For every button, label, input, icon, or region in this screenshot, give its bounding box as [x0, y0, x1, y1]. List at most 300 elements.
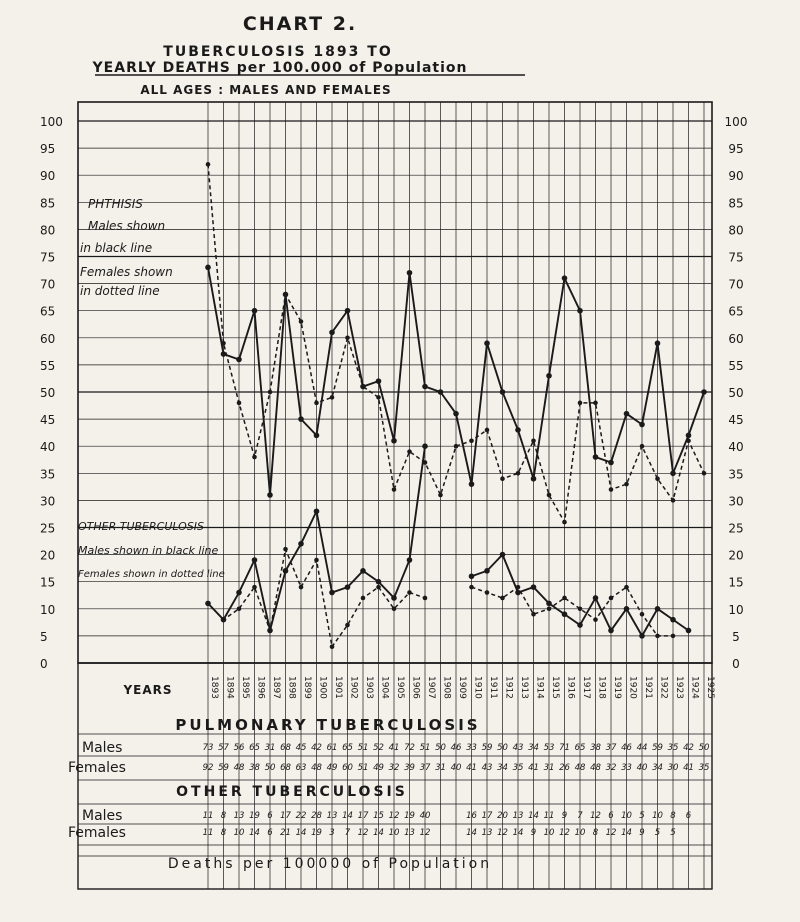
y-tick-left: 60: [40, 331, 56, 346]
y-tick-left: 0: [40, 657, 48, 671]
table-cell: 34: [652, 763, 663, 773]
y-tick-left: 40: [40, 440, 56, 455]
x-tick-year: 1903: [364, 676, 374, 699]
x-tick-year: 1895: [240, 676, 250, 699]
table-cell: 3: [329, 828, 335, 838]
table-cell: 34: [497, 763, 508, 773]
y-tick-right: 55: [728, 358, 744, 373]
annotations: [78, 197, 225, 580]
data-point: [205, 265, 211, 271]
chart-number: CHART 2.: [242, 13, 358, 35]
other-title: OTHER TUBERCULOSIS: [176, 784, 408, 800]
table-cell: 32: [605, 763, 617, 773]
table-cell: 52: [373, 743, 384, 753]
x-tick-year: 1919: [612, 676, 622, 699]
data-point: [422, 384, 428, 390]
table-cell: 14: [249, 828, 260, 838]
y-tick-left: 15: [40, 575, 56, 590]
table-cell: 50: [497, 743, 508, 753]
table-cell: 42: [683, 743, 694, 753]
data-point: [516, 585, 521, 590]
y-tick-left: 35: [40, 467, 56, 482]
y-tick-right: 50: [728, 386, 744, 400]
data-point: [268, 390, 273, 395]
table-cell: 34: [528, 743, 539, 753]
data-point: [485, 590, 490, 595]
table-cell: 39: [404, 763, 415, 773]
data-point: [609, 487, 614, 492]
table-cell: 5: [654, 828, 661, 838]
table-cell: 33: [621, 763, 632, 773]
table-cell: 10: [233, 828, 245, 838]
data-point: [624, 585, 629, 590]
table-cell: 8: [592, 828, 599, 838]
data-point: [299, 319, 304, 324]
table-cell: 50: [264, 763, 276, 773]
data-point: [221, 617, 226, 622]
table-cell: 65: [342, 743, 353, 753]
data-point: [345, 623, 350, 628]
table-cell: 13: [512, 811, 524, 821]
data-point: [578, 401, 583, 406]
data-point: [639, 422, 645, 428]
table-cell: 43: [512, 743, 524, 753]
y-tick-right: 95: [728, 142, 744, 157]
data-point: [329, 590, 335, 596]
data-point: [547, 607, 552, 612]
table-cell: 41: [528, 763, 539, 773]
data-point: [330, 644, 335, 649]
table-cell: 14: [621, 828, 632, 838]
x-tick-year: 1917: [581, 676, 591, 699]
table-cell: 8: [220, 828, 227, 838]
table-cell: 57: [218, 743, 229, 753]
table-cell: 51: [419, 743, 431, 753]
table-cell: 9: [639, 828, 645, 838]
table-cell: 6: [608, 811, 614, 821]
y-tick-left: 95: [40, 142, 56, 157]
data-point: [391, 438, 397, 444]
other-males-label: Males shown in black line: [78, 544, 219, 557]
table-cell: 21: [280, 828, 291, 838]
data-point: [577, 622, 583, 628]
table-cell: 68: [280, 763, 291, 773]
table-cell: 65: [574, 743, 586, 753]
table-cell: 37: [419, 763, 431, 773]
other-females-label: Females shown in dotted line: [78, 569, 225, 580]
table-cell: 59: [481, 743, 493, 753]
data-point: [345, 336, 350, 341]
data-point: [329, 330, 335, 336]
data-point: [407, 557, 413, 563]
table-cell: 48: [590, 763, 601, 773]
footer-label: Deaths per 100000 of Population: [167, 856, 493, 872]
data-point: [500, 389, 506, 395]
x-tick-year: 1897: [271, 676, 281, 699]
table-cell: 8: [220, 811, 227, 821]
x-tick-year: 1913: [519, 676, 529, 699]
data-point: [624, 482, 629, 487]
y-tick-left: 10: [40, 602, 56, 617]
y-tick-right: 20: [728, 548, 744, 563]
table-cell: 41: [466, 763, 477, 773]
table-cell: 31: [543, 763, 555, 773]
data-point: [577, 308, 583, 314]
table-cell: 10: [543, 828, 555, 838]
table-cell: 51: [357, 763, 369, 773]
table-cell: 35: [667, 743, 679, 753]
data-point: [578, 607, 583, 612]
y-tick-right: 25: [728, 521, 744, 536]
data-point: [562, 611, 568, 617]
table-cell: 13: [233, 811, 245, 821]
data-point: [670, 471, 676, 477]
phthisis-label: PHTHISIS: [88, 197, 143, 211]
table-cell: 31: [264, 743, 276, 753]
table-cell: 13: [326, 811, 338, 821]
table-cell: 49: [326, 763, 338, 773]
y-tick-left: 45: [40, 413, 56, 428]
x-tick-year: 1924: [689, 676, 700, 699]
data-point: [531, 476, 537, 482]
data-point: [547, 493, 552, 498]
table-cell: 10: [388, 828, 400, 838]
table-cell: 44: [636, 743, 648, 753]
data-point: [376, 395, 381, 400]
table-cell: 15: [373, 811, 384, 821]
chart-title: YEARLY DEATHS per 100.000 of Population: [92, 60, 468, 76]
table-cell: 6: [685, 811, 692, 821]
y-tick-right: 80: [728, 223, 744, 238]
data-point: [531, 438, 536, 443]
table-cell: 10: [574, 828, 586, 838]
table-cell: 68: [280, 743, 291, 753]
table-cell: 14: [466, 828, 477, 838]
data-point: [546, 601, 552, 607]
x-tick-year: 1907: [426, 676, 436, 699]
data-point: [407, 590, 412, 595]
table-cell: 11: [543, 811, 555, 821]
data-point: [314, 401, 319, 406]
x-tick-year: 1901: [333, 676, 343, 699]
data-point: [702, 471, 707, 476]
table-cell: 14: [512, 828, 524, 838]
table-cell: 12: [497, 828, 508, 838]
x-tick-year: 1893: [209, 676, 219, 699]
data-point: [640, 444, 645, 449]
table-cell: 45: [295, 743, 307, 753]
data-point: [298, 541, 304, 547]
data-point: [361, 384, 366, 389]
data-point: [423, 596, 428, 601]
y-tick-left: 65: [40, 304, 56, 319]
x-tick-year: 1925: [705, 676, 715, 699]
table-cell: 49: [373, 763, 384, 773]
data-point: [469, 481, 475, 487]
table-cell: 17: [280, 811, 291, 821]
data-point: [252, 557, 258, 563]
x-tick-year: 1921: [643, 676, 653, 699]
x-tick-year: 1912: [503, 676, 514, 699]
x-tick-year: 1909: [457, 676, 467, 699]
table-cell: 32: [388, 763, 400, 773]
data-point: [206, 162, 211, 167]
data-point: [376, 378, 382, 384]
data-point: [345, 308, 351, 314]
data-point: [252, 308, 258, 314]
table-cell: 37: [605, 743, 617, 753]
y-tick-right: 30: [728, 494, 744, 509]
data-point: [391, 595, 397, 601]
x-tick-year: 1915: [550, 676, 560, 699]
table-cell: 5: [639, 811, 645, 821]
y-tick-left: 30: [40, 494, 56, 509]
x-tick-year: 1899: [302, 676, 312, 699]
data-point: [438, 389, 444, 395]
data-point: [546, 373, 552, 379]
table-cell: 5: [670, 828, 676, 838]
y-tick-right: 60: [728, 331, 744, 346]
table-cell: 72: [404, 743, 415, 753]
y-tick-right: 90: [728, 169, 744, 184]
y-tick-right: 70: [728, 277, 744, 292]
table-cell: 41: [683, 763, 694, 773]
data-point: [469, 573, 475, 579]
x-tick-year: 1914: [534, 676, 545, 699]
x-tick-year: 1908: [441, 676, 452, 699]
y-tick-right: 45: [728, 413, 744, 428]
table-cell: 6: [267, 811, 273, 821]
table-cell: 48: [233, 763, 245, 773]
data-point: [515, 590, 521, 596]
table-cell: 11: [202, 811, 214, 821]
year-labels: [209, 676, 715, 699]
table-cell: 12: [605, 828, 617, 838]
data-point: [392, 607, 397, 612]
data-point: [361, 596, 366, 601]
pulmonary-males-label: Males: [82, 740, 123, 756]
table-cell: 14: [373, 828, 384, 838]
data-point: [609, 596, 614, 601]
data-point: [593, 401, 598, 406]
table-cell: 16: [466, 811, 477, 821]
data-point: [221, 351, 227, 357]
y-tick-right: 35: [728, 467, 744, 482]
table-cell: 17: [481, 811, 493, 821]
table-cell: 28: [311, 811, 322, 821]
y-tick-right: 0: [732, 657, 740, 671]
table-cell: 7: [344, 828, 351, 838]
data-point: [345, 584, 351, 590]
y-tick-right: 40: [728, 440, 744, 455]
table-cell: 35: [698, 763, 710, 773]
x-tick-year: 1906: [410, 676, 421, 699]
data-point: [314, 558, 319, 563]
table-cell: 31: [435, 763, 446, 773]
table-cell: 46: [450, 743, 462, 753]
data-point: [267, 492, 273, 498]
y-tick-left: 80: [40, 223, 56, 238]
data-point: [438, 493, 443, 498]
x-tick-year: 1894: [224, 676, 235, 699]
data-point: [236, 357, 242, 363]
y-tick-right: 100: [724, 115, 748, 129]
data-point: [608, 460, 614, 466]
data-point: [655, 634, 660, 639]
data-point: [485, 428, 490, 433]
table-cell: 71: [559, 743, 570, 753]
data-point: [237, 607, 242, 612]
table-cell: 61: [326, 743, 338, 753]
data-point: [407, 270, 413, 276]
data-point: [608, 628, 614, 634]
data-point: [655, 476, 660, 481]
table-cell: 9: [561, 811, 568, 821]
data-point: [330, 395, 335, 400]
data-point: [624, 606, 630, 612]
table-cell: 56: [233, 743, 245, 753]
data-point: [531, 584, 537, 590]
table-cell: 42: [311, 743, 322, 753]
table-cell: 33: [466, 743, 477, 753]
years-label: YEARS: [123, 683, 173, 697]
table-cell: 8: [670, 811, 676, 821]
table-cell: 13: [481, 828, 493, 838]
y-tick-right: 75: [728, 250, 744, 265]
series-line-other-tuberculosis-females: [472, 587, 674, 636]
x-tick-year: 1902: [348, 676, 359, 699]
data-point: [283, 547, 288, 552]
x-tick-year: 1898: [286, 676, 297, 699]
table-cell: 17: [357, 811, 369, 821]
table-cell: 53: [543, 743, 555, 753]
table-cell: 10: [621, 811, 632, 821]
data-point: [392, 487, 397, 492]
x-tick-year: 1923: [674, 676, 684, 699]
table-cell: 19: [311, 828, 322, 838]
table-cell: 14: [295, 828, 307, 838]
data-point: [686, 433, 692, 439]
x-tick-year: 1905: [395, 676, 405, 699]
data-point: [500, 552, 506, 558]
other-label: OTHER TUBERCULOSIS: [78, 520, 205, 533]
data-point: [562, 596, 567, 601]
y-tick-left: 90: [40, 169, 56, 184]
table-cell: 12: [590, 811, 601, 821]
data-point: [640, 612, 645, 617]
y-tick-left: 75: [40, 250, 56, 265]
other-females-label: Females: [68, 825, 126, 841]
table-cell: 11: [202, 828, 214, 838]
table-cell: 12: [357, 828, 369, 838]
table-cell: 13: [404, 828, 415, 838]
table-cell: 14: [342, 811, 353, 821]
data-point: [562, 275, 568, 281]
data-point: [252, 585, 257, 590]
data-point: [593, 454, 599, 460]
data-point: [655, 340, 661, 346]
other-males-label: Males: [82, 808, 123, 824]
x-tick-year: 1920: [627, 676, 638, 699]
x-tick-year: 1911: [488, 676, 498, 699]
phthisis-females-label-2: in dotted line: [80, 284, 160, 298]
y-tick-right: 10: [728, 602, 744, 617]
data-point: [671, 634, 676, 639]
data-point: [624, 411, 630, 417]
data-point: [484, 340, 490, 346]
data-point: [360, 568, 366, 574]
table-cell: 22: [295, 811, 307, 821]
table-cell: 65: [249, 743, 260, 753]
data-point: [593, 595, 599, 601]
pulmonary-females-label: Females: [68, 760, 126, 776]
table-cell: 38: [249, 763, 260, 773]
table-cell: 38: [590, 743, 601, 753]
data-point: [655, 606, 661, 612]
data-point: [298, 416, 304, 422]
table-cell: 35: [512, 763, 524, 773]
table-cell: 60: [342, 763, 353, 773]
data-point: [515, 427, 521, 433]
phthisis-females-label: Females shown: [80, 265, 173, 279]
data-point: [299, 585, 304, 590]
data-point: [252, 455, 257, 460]
table-cell: 51: [357, 743, 369, 753]
table-cell: 12: [559, 828, 570, 838]
data-point: [593, 617, 598, 622]
data-point: [314, 433, 320, 439]
chart-subtitle-ages: ALL AGES : MALES AND FEMALES: [140, 83, 392, 97]
data-point: [283, 292, 288, 297]
y-tick-left: 55: [40, 358, 56, 373]
y-tick-left: 100: [40, 115, 63, 129]
phthisis-males-label: Males shown: [88, 219, 166, 233]
table-cell: 92: [202, 763, 214, 773]
data-point: [686, 628, 692, 634]
data-point: [407, 449, 412, 454]
table-cell: 30: [667, 763, 679, 773]
data-point: [671, 498, 676, 503]
y-tick-left: 25: [40, 521, 56, 536]
data-point: [376, 579, 382, 585]
chart-subtitle: TUBERCULOSIS 1893 TO: [163, 44, 393, 60]
y-tick-left: 20: [40, 548, 56, 563]
data-point: [531, 612, 536, 617]
data-point: [206, 601, 211, 606]
table-cell: 20: [497, 811, 508, 821]
data-point: [469, 438, 474, 443]
table-cell: 10: [652, 811, 663, 821]
y-tick-right: 15: [728, 575, 744, 590]
data-point: [686, 438, 691, 443]
table-cell: 14: [528, 811, 539, 821]
table-cell: 40: [636, 763, 648, 773]
y-tick-right: 5: [732, 629, 740, 644]
data-point: [500, 596, 505, 601]
table-cell: 12: [419, 828, 431, 838]
data-point: [314, 508, 320, 514]
data-point: [484, 568, 490, 574]
table-cell: 7: [577, 811, 583, 821]
y-tick-left: 70: [40, 277, 56, 292]
data-point: [376, 585, 381, 590]
data-point: [670, 617, 676, 623]
data-point: [469, 585, 474, 590]
x-tick-year: 1916: [565, 676, 576, 699]
data-point: [221, 341, 226, 346]
data-point: [500, 476, 505, 481]
x-tick-year: 1900: [317, 676, 328, 699]
